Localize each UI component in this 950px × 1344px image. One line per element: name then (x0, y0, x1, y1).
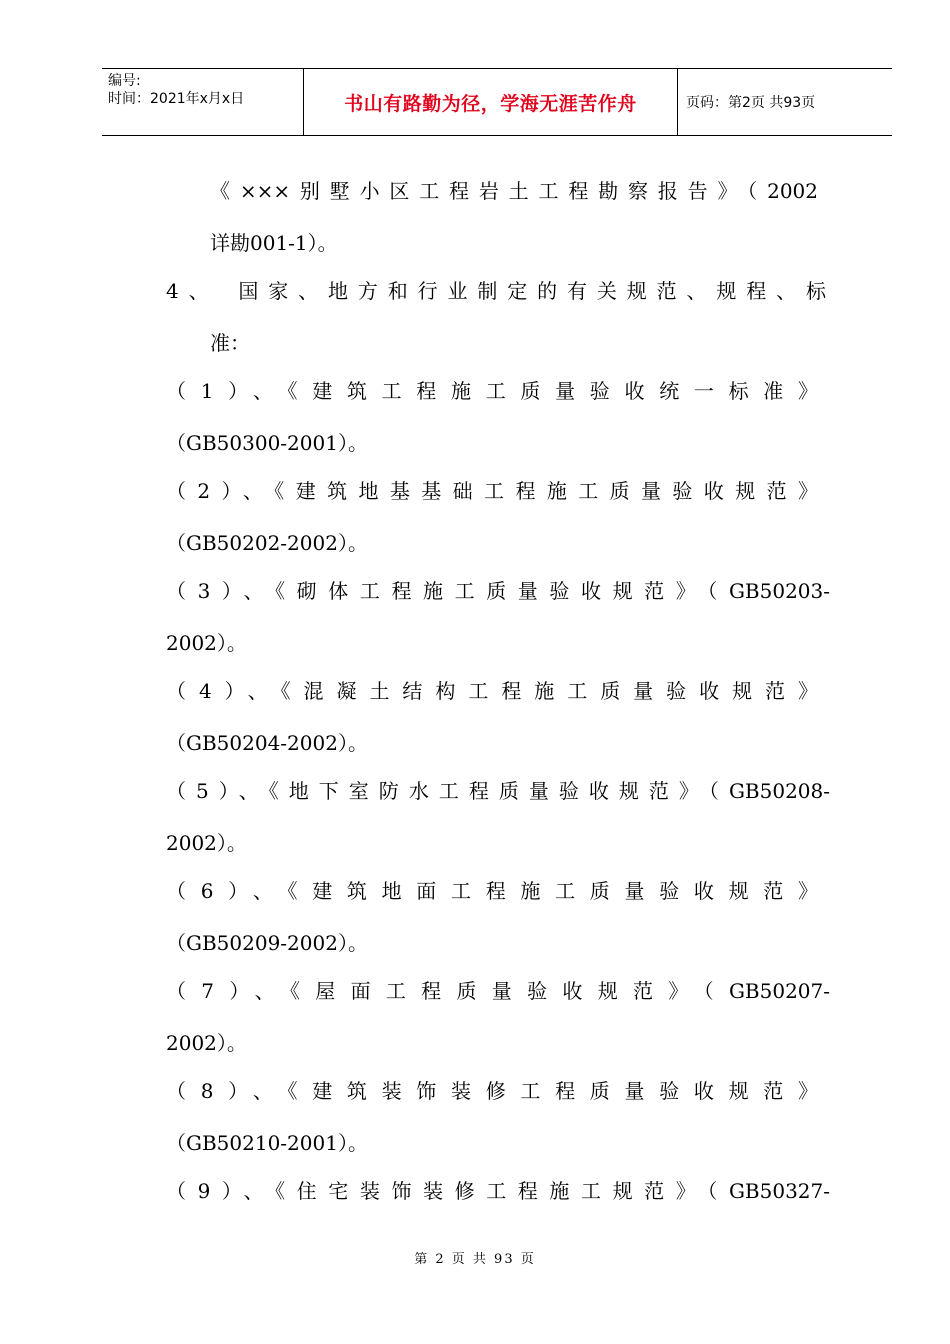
body-line-8: （GB50202-2002）。 (166, 531, 368, 555)
body-line-15: （6）、《建筑地面工程施工质量验收规范》 (166, 879, 818, 903)
body-line-20: （GB50210-2001）。 (166, 1131, 368, 1155)
body-line-3: 4、 国家、地方和行业制定的有关规范、规程、标 (166, 279, 826, 303)
body-line-17: （7）、《屋面工程质量验收规范》（GB50207- (166, 979, 830, 1003)
body-line-1: 《×××别墅小区工程岩土工程勘察报告》（2002 (210, 179, 818, 203)
body-line-11: （4）、《混凝土结构工程施工质量验收规范》 (166, 679, 818, 703)
body-line-10: 2002）。 (166, 631, 247, 655)
page-header (102, 68, 892, 136)
body-line-9: （3）、《砌体工程施工质量验收规范》（GB50203- (166, 579, 830, 603)
body-line-16: （GB50209-2002）。 (166, 931, 368, 955)
body-line-4: 准： (210, 331, 250, 355)
body-line-13: （5）、《地下室防水工程质量验收规范》（GB50208- (166, 779, 830, 803)
body-line-12: （GB50204-2002）。 (166, 731, 368, 755)
body-line-7: （2）、《建筑地基基础工程施工质量验收规范》 (166, 479, 818, 503)
body-line-2: 详勘001-1）。 (210, 231, 338, 255)
header-meta (102, 69, 304, 135)
body-line-18: 2002）。 (166, 1031, 247, 1055)
header-motto: 书山有路勤为径，学海无涯苦作舟 (304, 69, 678, 135)
header-page-info: 页码：第2页 共93页 (686, 95, 816, 111)
body-line-21: （9）、《住宅装饰装修工程施工规范》（GB50327- (166, 1179, 830, 1203)
page-footer: 第 2 页 共 93 页 (414, 1252, 536, 1267)
body-line-5: （1）、《建筑工程施工质量验收统一标准》 (166, 379, 818, 403)
doc-time-label: 时间：2021年x月x日 (108, 91, 245, 107)
body-line-6: （GB50300-2001）。 (166, 431, 368, 455)
body-line-14: 2002）。 (166, 831, 247, 855)
body-line-19: （8）、《建筑装饰装修工程质量验收规范》 (166, 1079, 818, 1103)
doc-code-label: 编号: (108, 73, 141, 89)
